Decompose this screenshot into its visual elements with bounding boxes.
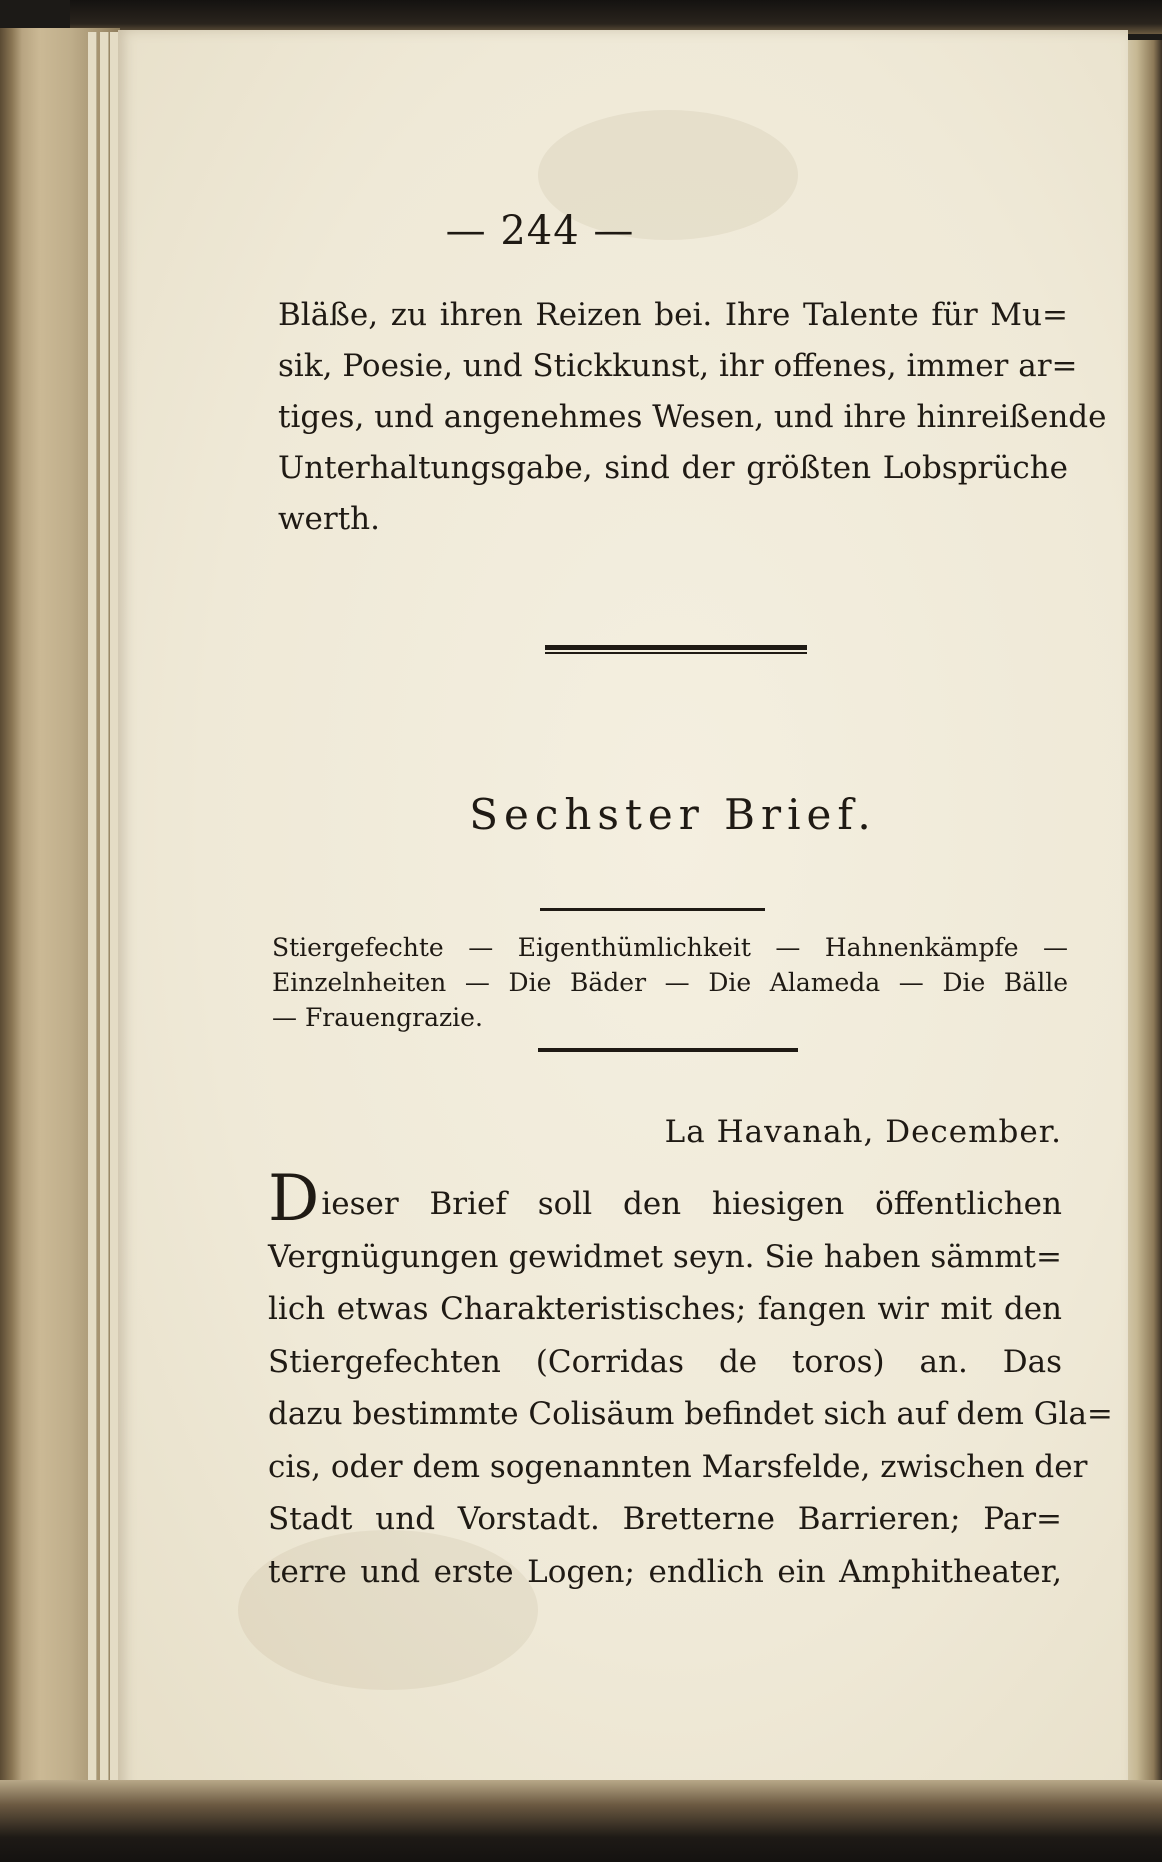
text-line: Stiergefechten (Corridas de toros) an. Das <box>268 1343 1062 1380</box>
top-shadow <box>70 0 1162 34</box>
text-line: terre und erste Logen; endlich ein Amphitheater, <box>268 1553 1062 1590</box>
text-line: lich etwas Charakteristisches; fangen wir mit den <box>268 1291 1062 1327</box>
text-line: sik, Poesie, und Stickkunst, ihr offenes, immer ar= <box>278 348 1078 384</box>
letter-body <box>268 1162 1113 1598</box>
text-line: Bläße, zu ihren Reizen bei. Ihre Talente für Mu= <box>278 297 1068 333</box>
chapter-summary <box>272 930 1068 1035</box>
text-line: werth. <box>278 501 380 537</box>
text-line: dazu bestimmte Colisäum befindet sich auf dem Gla= <box>268 1396 1113 1432</box>
text-line: Vergnügungen gewidmet seyn. Sie haben sämmt= <box>268 1238 1062 1275</box>
opening-paragraph <box>278 290 1107 545</box>
text-line-content: ieser Brief soll den hiesigen öffentlichen <box>321 1186 1062 1222</box>
summary-line: Stiergefechte — Eigenthümlichkeit — Hahnenkämpfe — <box>272 933 1068 962</box>
text-line: Unterhaltungsgabe, sind der größten Lobsprüche <box>278 450 1068 486</box>
page-number: — 244 — <box>445 208 635 254</box>
summary-line: — Frauengrazie. <box>272 1003 483 1032</box>
text-line: tiges, und angenehmes Wesen, und ihre hinreißende <box>278 399 1107 435</box>
summary-rule <box>538 1048 798 1052</box>
text-line: Stadt und Vorstadt. Bretterne Barrieren; Par= <box>268 1501 1062 1537</box>
dateline: La Havanah, December. <box>664 1114 1062 1150</box>
text-line: cis, oder dem sogenannten Marsfelde, zwischen der <box>268 1448 1088 1485</box>
section-divider <box>545 645 807 650</box>
title-rule <box>540 908 765 911</box>
bottom-shadow <box>0 1780 1162 1862</box>
page-edge <box>100 32 109 1792</box>
page-edge <box>88 32 97 1792</box>
chapter-title: Sechster Brief. <box>469 790 877 839</box>
section-divider-thin <box>545 652 807 654</box>
summary-line: Einzelnheiten — Die Bäder — Die Alameda — Die Bälle <box>272 968 1068 997</box>
drop-cap: D <box>268 1162 320 1236</box>
text-line <box>268 1162 1062 1236</box>
